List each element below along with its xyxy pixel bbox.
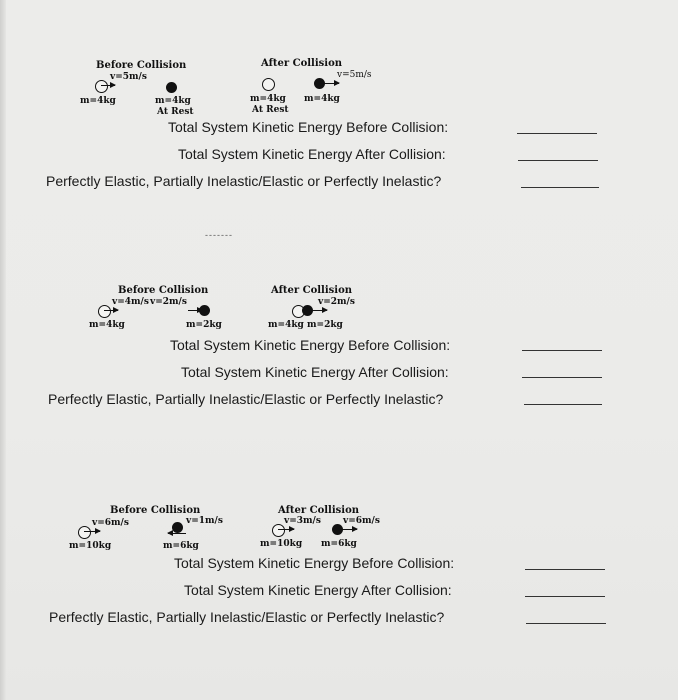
p3-before-ball2-velocity: v=1m/s — [186, 516, 223, 526]
p3-ke-after-answer-line[interactable] — [525, 596, 605, 597]
p2-before-ball2 — [199, 305, 210, 316]
p3-after-ball1-mass: m=10kg — [260, 539, 303, 549]
p3-after-title: After Collision — [278, 505, 360, 516]
p3-collision-type-answer-line[interactable] — [526, 623, 606, 624]
p1-before-ball2-mass: m=4kg — [155, 96, 191, 106]
p1-before-ball1-arrow — [101, 85, 115, 86]
p3-before-ball2-arrow — [168, 533, 186, 534]
p1-after-ball1-state: At Rest — [252, 105, 289, 115]
p1-after-ball1 — [262, 78, 275, 91]
p2-after-combined-arrow — [309, 310, 327, 311]
p3-before-ball1-mass: m=10kg — [69, 541, 112, 551]
p3-ke-before-answer-line[interactable] — [525, 569, 605, 570]
p3-before-ball1 — [78, 526, 91, 539]
p3-after-ball2-velocity: v=6m/s — [343, 516, 380, 526]
p2-before-ball1-arrow — [104, 310, 118, 311]
p2-after-ball2-mass: m=2kg — [307, 320, 343, 330]
p2-ke-before-question: Total System Kinetic Energy Before Collision: — [170, 337, 451, 353]
p1-before-ball2 — [166, 82, 177, 93]
p2-after-ball1-mass: m=4kg — [268, 320, 304, 330]
p3-before-ball2-mass: m=6kg — [163, 541, 199, 551]
p1-before-ball2-state: At Rest — [157, 107, 194, 117]
p1-before-ball1-mass: m=4kg — [80, 96, 116, 106]
p1-before-ball1-velocity: v=5m/s — [110, 72, 147, 82]
p1-after-title: After Collision — [261, 58, 343, 69]
p3-before-ball1-arrow — [84, 531, 100, 532]
p2-ke-after-question: Total System Kinetic Energy After Collision: — [181, 364, 449, 380]
p3-before-title: Before Collision — [110, 505, 201, 516]
p3-ke-before-question: Total System Kinetic Energy Before Collision: — [174, 555, 455, 571]
p1-ke-after-question: Total System Kinetic Energy After Collision: — [178, 146, 446, 162]
p2-after-combined-velocity: v=2m/s — [318, 297, 355, 307]
p3-before-ball2 — [172, 522, 183, 533]
p1-ke-before-answer-line[interactable] — [517, 133, 597, 134]
p1-after-ball2-arrow — [321, 83, 339, 84]
p2-collision-type-answer-line[interactable] — [524, 404, 602, 405]
p2-before-ball1-velocity: v=4m/s — [112, 297, 149, 307]
p2-before-ball2-velocity: v=2m/s — [150, 297, 187, 307]
p3-after-ball1-velocity: v=3m/s — [284, 516, 321, 526]
p2-after-title: After Collision — [271, 285, 353, 296]
p1-before-ball1 — [95, 80, 108, 93]
p1-after-ball2-velocity: v=5m/s — [337, 70, 372, 80]
page-edge — [0, 0, 6, 700]
p1-ke-before-question: Total System Kinetic Energy Before Collision: — [168, 119, 449, 135]
p1-before-title: Before Collision — [96, 60, 187, 71]
p2-before-ball2-mass: m=2kg — [186, 320, 222, 330]
stray-dashes: ------- — [205, 230, 233, 240]
p2-before-ball1 — [98, 305, 111, 318]
p1-collision-type-answer-line[interactable] — [521, 187, 599, 188]
p1-after-ball1-mass: m=4kg — [250, 94, 286, 104]
p1-after-ball2-mass: m=4kg — [304, 94, 340, 104]
p3-ke-after-question: Total System Kinetic Energy After Collision: — [184, 582, 452, 598]
p2-before-title: Before Collision — [118, 285, 209, 296]
p2-ke-after-answer-line[interactable] — [522, 377, 602, 378]
p2-collision-type-question: Perfectly Elastic, Partially Inelastic/Elastic or Perfectly Inelastic? — [48, 391, 444, 407]
p3-after-ball1-arrow — [278, 529, 294, 530]
p3-before-ball1-velocity: v=6m/s — [92, 518, 129, 528]
p3-collision-type-question: Perfectly Elastic, Partially Inelastic/Elastic or Perfectly Inelastic? — [49, 609, 445, 625]
p1-ke-after-answer-line[interactable] — [518, 160, 598, 161]
p1-collision-type-question: Perfectly Elastic, Partially Inelastic/Elastic or Perfectly Inelastic? — [46, 173, 442, 189]
p3-after-ball2-arrow — [339, 529, 357, 530]
p2-before-ball1-mass: m=4kg — [89, 320, 125, 330]
p3-after-ball2-mass: m=6kg — [321, 539, 357, 549]
p2-ke-before-answer-line[interactable] — [522, 350, 602, 351]
